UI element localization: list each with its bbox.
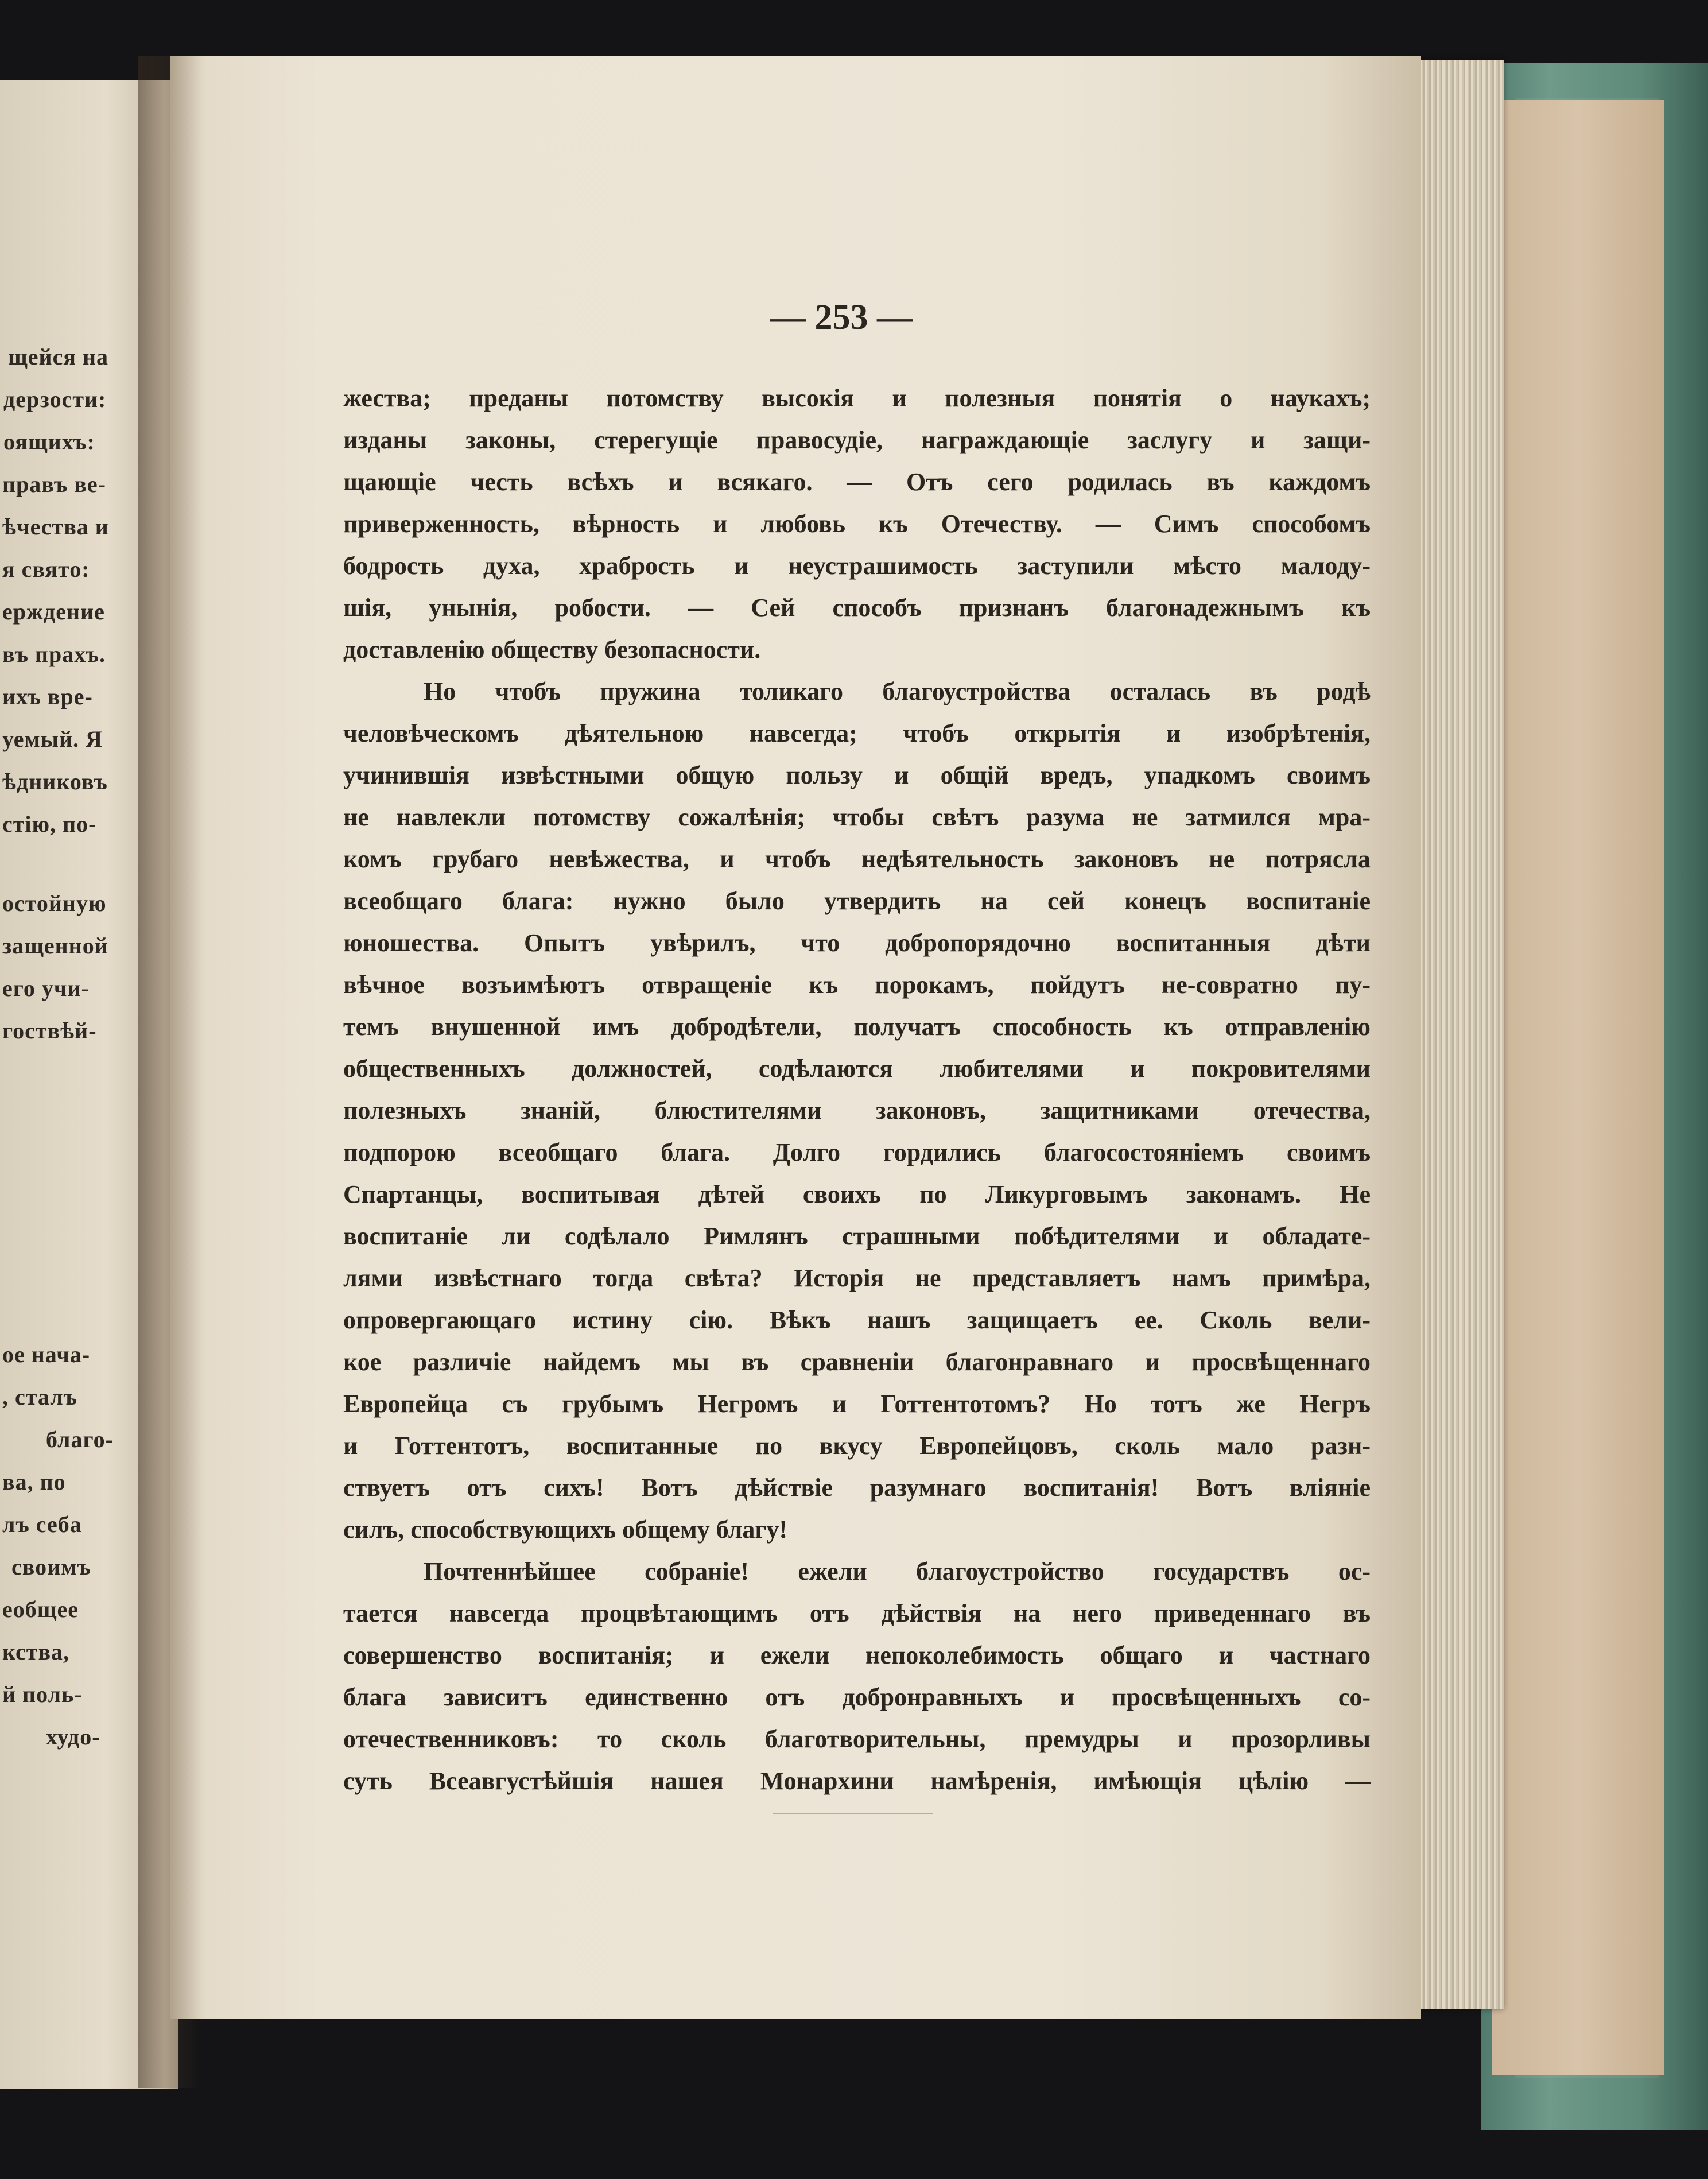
left-line: благо- bbox=[46, 1426, 114, 1452]
text-line: Спартанцы, воспитывая дѣтей своихъ по Ликурговымъ законамъ. Не bbox=[343, 1180, 1371, 1208]
left-line: ое нача- bbox=[2, 1341, 91, 1367]
text-line: силъ, способствующихъ общему благу! bbox=[343, 1515, 787, 1544]
text-line: отечественниковъ: то сколь благотворительны, премудры и прозорливы bbox=[343, 1725, 1371, 1753]
text-line: блага зависитъ единственно отъ добронравныхъ и просвѣщенныхъ со- bbox=[343, 1683, 1371, 1711]
bottom-rule bbox=[773, 1813, 933, 1814]
text-line: не навлекли потомству сожалѣнія; чтобы свѣтъ разума не затмился мра- bbox=[343, 803, 1371, 831]
text-line: подпорою всеобщаго блага. Долго гордились благосостояніемъ своимъ bbox=[343, 1138, 1371, 1166]
text-line: щающіе честь всѣхъ и всякаго. — Отъ сего родилась въ каждомъ bbox=[343, 468, 1371, 496]
text-line: кое различіе найдемъ мы въ сравненіи благонравнаго и просвѣщеннаго bbox=[343, 1348, 1371, 1376]
left-line: ѣдниковъ bbox=[2, 769, 108, 794]
text-line: суть Всеавгустѣйшія нашея Монархини намѣренія, имѣющія цѣлію — bbox=[343, 1767, 1371, 1795]
left-line: щейся на bbox=[8, 344, 109, 370]
left-line: своимъ bbox=[11, 1554, 91, 1580]
left-line: гоствѣй- bbox=[2, 1018, 97, 1044]
board-endpaper bbox=[1492, 100, 1664, 2075]
left-line: остойную bbox=[2, 890, 107, 916]
text-line: всеобщаго блага: нужно было утвердить на сей конецъ воспитаніе bbox=[343, 887, 1371, 915]
left-line: ѣчества и bbox=[2, 514, 109, 540]
left-line: оящихъ: bbox=[3, 429, 95, 455]
text-line: темъ внушенной имъ добродѣтели, получатъ способность къ отправленію bbox=[343, 1013, 1371, 1041]
left-line: еобщее bbox=[2, 1596, 79, 1622]
left-line: й поль- bbox=[2, 1681, 83, 1707]
text-line: приверженность, вѣрность и любовь къ Отечеству. — Симъ способомъ bbox=[343, 510, 1371, 538]
text-line: жества; преданы потомству высокія и полезныя понятія о наукахъ; bbox=[343, 384, 1371, 412]
text-line: общественныхъ должностей, содѣлаются любителями и покровителями bbox=[343, 1054, 1371, 1083]
text-line: Европейца съ грубымъ Негромъ и Готтентотомъ? Но тотъ же Негръ bbox=[343, 1390, 1371, 1418]
left-line: правъ ве- bbox=[2, 471, 106, 497]
text-line: юношества. Опытъ увѣрилъ, что добропорядочно воспитанныя дѣти bbox=[343, 929, 1371, 957]
text-line: и Готтентотъ, воспитанные по вкусу Европейцовъ, сколь мало разн- bbox=[343, 1432, 1371, 1460]
text-line: человѣческомъ дѣятельною навсегда; чтобъ открытія и изобрѣтенія, bbox=[343, 719, 1371, 747]
text-line: ствуетъ отъ сихъ! Вотъ дѣйствіе разумнаго воспитанія! Вотъ вліяніе bbox=[343, 1474, 1371, 1502]
page-number: — 253 — bbox=[770, 298, 913, 337]
left-line: кства, bbox=[2, 1639, 70, 1665]
text-line: доставленію обществу безопасности. bbox=[343, 635, 761, 664]
left-line: стію, по- bbox=[2, 811, 97, 837]
text-line: учинившія извѣстными общую пользу и общій вредъ, упадкомъ своимъ bbox=[343, 761, 1371, 789]
text-line: изданы законы, стерегущіе правосудіе, награждающіе заслугу и защи- bbox=[343, 426, 1371, 454]
text-line: тается навсегда процвѣтающимъ отъ дѣйствія на него приведеннаго въ bbox=[343, 1599, 1371, 1627]
text-line: лями извѣстнаго тогда свѣта? Исторія не представляетъ намъ примѣра, bbox=[343, 1264, 1371, 1292]
left-line: его учи- bbox=[2, 975, 90, 1001]
left-line: защенной bbox=[2, 933, 108, 959]
text-line: опровергающаго истину сію. Вѣкъ нашъ защищаетъ ее. Сколь вели- bbox=[343, 1306, 1371, 1334]
text-line: шія, унынія, робости. — Сей способъ признанъ благонадежнымъ къ bbox=[343, 594, 1371, 622]
text-line: бодрость духа, храбрость и неустрашимость заступили мѣсто малоду- bbox=[343, 552, 1371, 580]
text-line: полезныхъ знаній, блюстителями законовъ, защитниками отечества, bbox=[343, 1096, 1371, 1125]
left-line: лъ себа bbox=[2, 1511, 82, 1537]
left-line: ерждение bbox=[2, 599, 105, 625]
left-line: ихъ вре- bbox=[2, 684, 93, 709]
text-line: воспитаніе ли содѣлало Римлянъ страшными побѣдителями и обладате- bbox=[343, 1222, 1371, 1250]
left-line: въ прахъ. bbox=[2, 641, 106, 667]
left-line: худо- bbox=[46, 1724, 100, 1750]
page-edges bbox=[1412, 60, 1504, 2009]
text-line: вѣчное возъимѣютъ отвращеніе къ порокамъ, пойдутъ не-совратно пу- bbox=[343, 971, 1371, 999]
left-line: дерзости: bbox=[3, 386, 107, 412]
text-line: Почтеннѣйшее собраніе! ежели благоустройство государствъ ос- bbox=[424, 1557, 1371, 1585]
text-line: совершенство воспитанія; и ежели непоколебимость общаго и частнаго bbox=[343, 1641, 1371, 1669]
gutter-shadow bbox=[138, 56, 201, 2088]
text-line: Но чтобъ пружина толикаго благоустройства осталась въ родѣ bbox=[424, 677, 1371, 705]
text-line: комъ грубаго невѣжества, и чтобъ недѣятельность законовъ не потрясла bbox=[343, 845, 1371, 873]
right-page bbox=[170, 56, 1421, 2019]
left-line: уемый. Я bbox=[2, 726, 103, 752]
left-line: я свято: bbox=[2, 556, 90, 582]
left-line: ва, по bbox=[2, 1469, 66, 1495]
left-line: , сталъ bbox=[2, 1384, 78, 1410]
